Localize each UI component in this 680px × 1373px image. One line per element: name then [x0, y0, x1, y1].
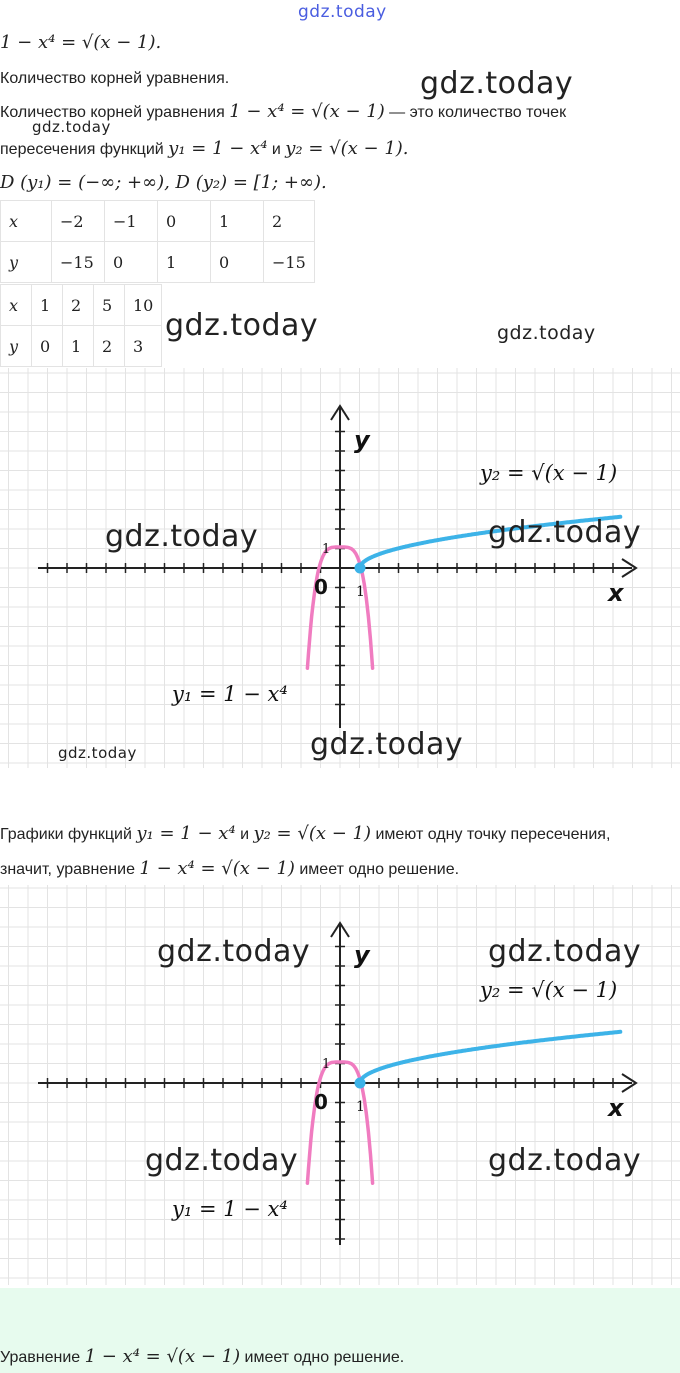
table-cell: 0	[211, 242, 264, 283]
table-row	[1, 285, 162, 326]
origin-label: 0	[314, 1090, 328, 1114]
axis-label-y: y	[354, 941, 370, 969]
value-table-2	[0, 284, 162, 367]
axis-label-y: y	[354, 426, 370, 454]
table-cell: 1	[158, 242, 211, 283]
axis-label-x: x	[608, 579, 624, 607]
origin-label: 0	[314, 575, 328, 599]
equation-title: 1 − x⁴ = √(x − 1).	[0, 32, 162, 53]
watermark: gdz.today	[497, 322, 596, 344]
table-cell: −15	[264, 242, 315, 283]
watermark: gdz.today	[488, 515, 642, 550]
text-fragment: пересечения функций	[0, 141, 169, 158]
table-cell: y	[1, 326, 32, 367]
curve-y2	[360, 1032, 620, 1083]
watermark: gdz.today	[420, 66, 574, 101]
function-graph-1	[0, 368, 680, 768]
table-cell: −15	[52, 242, 105, 283]
equation-inline: 1 − x⁴ = √(x − 1)	[139, 858, 295, 879]
tick-label-y1: 1	[322, 1057, 331, 1072]
conclusion-line-1	[0, 823, 610, 844]
table-cell: 0	[105, 242, 158, 283]
text-fragment: и	[267, 141, 286, 158]
function-y2: y₂ = √(x − 1)	[253, 823, 372, 844]
intersection-point	[355, 563, 366, 574]
watermark: gdz.today	[165, 308, 319, 343]
table-cell: 1	[211, 201, 264, 242]
table-cell: y	[1, 242, 52, 283]
table-cell: −1	[105, 201, 158, 242]
watermark: gdz.today	[488, 934, 642, 969]
table-cell: 10	[125, 285, 162, 326]
table-cell: x	[1, 285, 32, 326]
intersection-point	[355, 1078, 366, 1089]
watermark: gdz.today	[105, 519, 259, 554]
table-row	[1, 201, 315, 242]
watermark: gdz.today	[32, 118, 111, 136]
text-fragment: значит, уравнение	[0, 861, 140, 878]
table-cell: 1	[32, 285, 63, 326]
tick-label-y1: 1	[322, 542, 331, 557]
heading: Количество корней уравнения.	[0, 70, 230, 87]
label-y2: y₂ = √(x − 1)	[480, 978, 618, 1002]
watermark: gdz.today	[488, 1143, 642, 1178]
tick-label-x1: 1	[356, 1099, 365, 1115]
watermark: gdz.today	[145, 1143, 299, 1178]
function-y1: y₁ = 1 − x⁴	[136, 823, 236, 844]
text-fragment: — это количество точек	[384, 104, 567, 121]
function-y2: y₂ = √(x − 1).	[285, 138, 409, 159]
text-fragment: имеет одно решение.	[294, 861, 460, 878]
text-fragment: имеет одно решение.	[240, 1349, 405, 1366]
table-cell: 5	[94, 285, 125, 326]
function-y1: y₁ = 1 − x⁴	[168, 138, 268, 159]
label-y1: y₁ = 1 − x⁴	[172, 1197, 288, 1221]
table-cell: 1	[63, 326, 94, 367]
text-fragment: Уравнение	[0, 1349, 85, 1366]
text-fragment: и	[235, 826, 254, 843]
value-table-1	[0, 200, 315, 283]
text-fragment: имеют одну точку пересечения,	[371, 826, 611, 843]
answer-text	[0, 1346, 404, 1367]
equation-inline: 1 − x⁴ = √(x − 1)	[84, 1346, 241, 1367]
label-y1: y₁ = 1 − x⁴	[172, 682, 288, 706]
axis-label-x: x	[608, 1094, 624, 1122]
domains: D (y₁) = (−∞; +∞), D (y₂) = [1; +∞).	[0, 172, 327, 193]
table-cell: 2	[94, 326, 125, 367]
conclusion-line-2	[0, 858, 459, 879]
answer-box	[0, 1288, 680, 1373]
table-cell: 0	[158, 201, 211, 242]
watermark: gdz.today	[310, 727, 464, 762]
label-y2: y₂ = √(x − 1)	[480, 461, 618, 485]
watermark: gdz.today	[157, 934, 311, 969]
text-fragment: Количество корней уравнения	[0, 104, 230, 121]
equation-inline: 1 − x⁴ = √(x − 1)	[229, 101, 385, 122]
table-cell: 0	[32, 326, 63, 367]
text-fragment: Графики функций	[0, 826, 137, 843]
table-cell: 2	[264, 201, 315, 242]
watermark: gdz.today	[58, 744, 137, 762]
text-line-2	[0, 138, 409, 159]
table-cell: x	[1, 201, 52, 242]
table-row	[1, 326, 162, 367]
table-cell: 2	[63, 285, 94, 326]
watermark-top: gdz.today	[298, 2, 387, 22]
table-cell: 3	[125, 326, 162, 367]
tick-label-x1: 1	[356, 584, 365, 600]
table-cell: −2	[52, 201, 105, 242]
table-row	[1, 242, 315, 283]
